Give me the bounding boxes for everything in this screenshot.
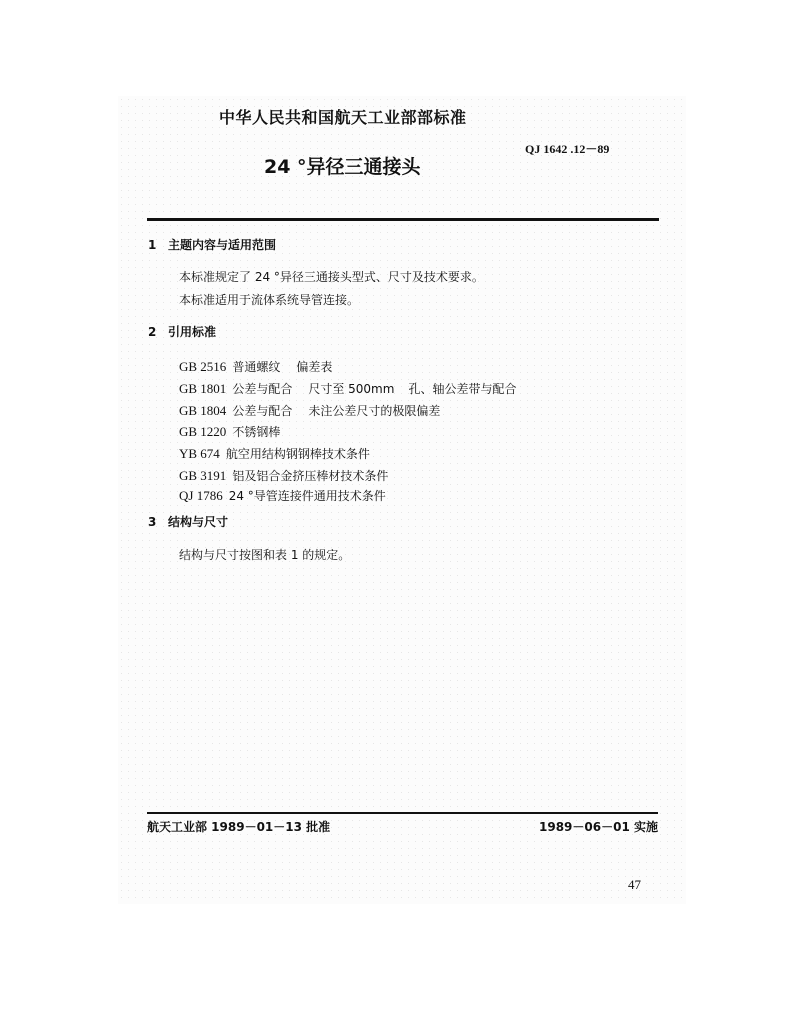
ministry-standard-heading: 中华人民共和国航天工业部部标准 (219, 108, 467, 127)
section-title: 结构与尺寸 (168, 515, 229, 529)
section-number: 2 (148, 325, 157, 339)
reference-extra: 孔、轴公差带与配合 (408, 382, 517, 396)
reference-code: YB 674 (179, 446, 220, 461)
reference-item (179, 400, 440, 419)
section-number: 1 (148, 238, 157, 252)
section-2-heading (148, 323, 216, 340)
reference-item (179, 465, 388, 484)
reference-title: 航空用结构钢钢棒技术条件 (225, 447, 370, 461)
reference-title: 普通螺纹 (232, 360, 281, 374)
reference-title: 铝及铝合金挤压棒材技术条件 (232, 469, 389, 483)
reference-code: GB 2516 (179, 359, 227, 374)
reference-desc: 尺寸至 500mm (308, 382, 395, 396)
effective-date: 1989－06－01 实施 (539, 820, 658, 834)
top-rule (147, 218, 659, 221)
document-title: 24 °异径三通接头 (264, 156, 421, 178)
section-3-heading (148, 513, 228, 530)
page-number: 47 (628, 877, 641, 892)
paragraph: 本标准规定了 24 °异径三通接头型式、尺寸及技术要求。 (179, 270, 484, 284)
approval-date: 航天工业部 1989－01－13 批准 (147, 820, 331, 834)
reference-item (179, 443, 370, 462)
reference-title: 公差与配合 (232, 382, 293, 396)
reference-code: GB 1220 (179, 424, 227, 439)
section-number: 3 (148, 515, 157, 529)
reference-code: GB 3191 (179, 468, 227, 483)
paragraph: 结构与尺寸按图和表 1 的规定。 (179, 548, 351, 562)
reference-code: GB 1801 (179, 381, 227, 396)
reference-code: QJ 1786 (179, 488, 223, 503)
section-title: 主题内容与适用范围 (168, 238, 277, 252)
reference-item (179, 485, 386, 504)
paragraph: 本标准适用于流体系统导管连接。 (179, 293, 360, 307)
section-1-heading (148, 236, 276, 253)
reference-item (179, 421, 280, 440)
reference-code: GB 1804 (179, 403, 227, 418)
reference-title: 公差与配合 (232, 404, 293, 418)
reference-title: 不锈钢棒 (232, 425, 281, 439)
reference-desc: 未注公差尺寸的极限偏差 (308, 404, 441, 418)
reference-item (179, 378, 516, 397)
document-number: QJ 1642 .12－89 (525, 142, 610, 156)
reference-desc: 偏差表 (296, 360, 333, 374)
reference-item (179, 356, 332, 375)
bottom-rule (147, 812, 658, 814)
reference-title: 24 °导管连接件通用技术条件 (228, 489, 386, 503)
section-title: 引用标准 (168, 325, 217, 339)
